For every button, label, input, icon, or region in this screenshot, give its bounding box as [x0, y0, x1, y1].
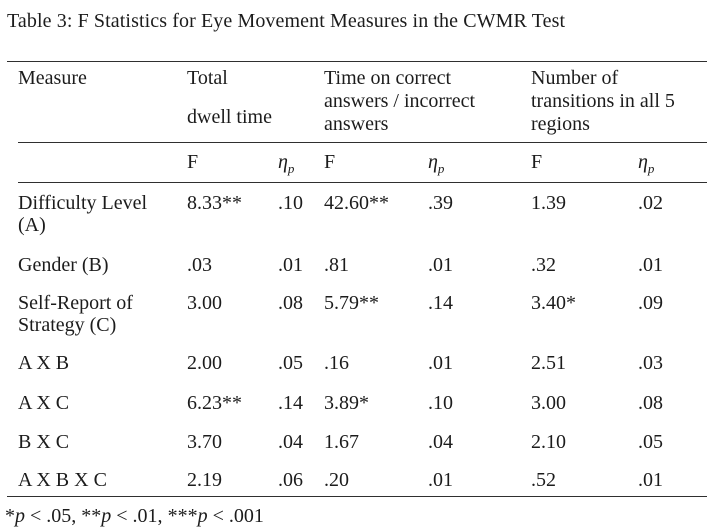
- table-row: [18, 343, 707, 383]
- cell-f: .20: [324, 469, 349, 491]
- cell-eta: .14: [278, 392, 303, 414]
- table-row: [18, 245, 707, 283]
- cell-f: 3.00: [187, 292, 222, 314]
- header-row: [18, 62, 707, 143]
- cell-f: 8.33**: [187, 192, 242, 214]
- cell-eta: .01: [638, 254, 663, 276]
- cell-f: 2.00: [187, 352, 222, 374]
- significance-note: [5, 504, 717, 528]
- cell-eta: .08: [638, 392, 663, 414]
- note-p-1: p: [15, 505, 25, 527]
- cell-measure: A X B X C: [18, 469, 107, 491]
- col-header-measure: Measure: [18, 67, 87, 89]
- note-p-2: p: [101, 505, 112, 527]
- subheader-f-1: F: [187, 151, 199, 173]
- subheader-f-2: F: [324, 151, 336, 173]
- note-rel-1: < .05,: [25, 505, 82, 527]
- table-row: [18, 383, 707, 422]
- cell-eta: .01: [428, 352, 453, 374]
- cell-eta: .01: [278, 254, 303, 276]
- cell-eta: .03: [638, 352, 663, 374]
- cell-f: 6.23**: [187, 392, 242, 414]
- subheader-eta-p-1: $\eta_p$: [278, 151, 295, 176]
- cell-eta: .09: [638, 292, 663, 314]
- cell-eta: .14: [428, 292, 453, 314]
- cell-measure: Difficulty Level (A): [18, 192, 148, 236]
- note-rel-3: < .001: [207, 505, 264, 527]
- table-row: [18, 183, 707, 245]
- cell-f: 2.51: [531, 352, 566, 374]
- cell-f: 5.79**: [324, 292, 379, 314]
- cell-f: 3.89*: [324, 392, 369, 414]
- cell-eta: .05: [278, 352, 303, 374]
- cell-f: 2.19: [187, 469, 222, 491]
- cell-eta: .08: [278, 292, 303, 314]
- cell-f: 1.67: [324, 431, 359, 453]
- note-star-1: *: [5, 505, 15, 527]
- col-header-transitions: Number of transitions in all 5 regions: [531, 67, 675, 135]
- cell-f: .03: [187, 254, 212, 276]
- cell-measure: Gender (B): [18, 254, 109, 276]
- cell-measure: A X C: [18, 392, 70, 414]
- cell-f: .32: [531, 254, 556, 276]
- cell-f: 3.00: [531, 392, 566, 414]
- note-star-3: ***: [167, 505, 198, 527]
- cell-measure: B X C: [18, 431, 70, 453]
- cell-f: 3.70: [187, 431, 222, 453]
- subheader-eta-p-2: $\eta_p$: [428, 151, 445, 176]
- col-header-total-line1: Total: [187, 67, 228, 89]
- cell-f: .16: [324, 352, 349, 374]
- subheader-row: [18, 143, 707, 183]
- cell-f: .81: [324, 254, 349, 276]
- col-header-total-dwell-time: [187, 67, 324, 129]
- subheader-f-3: F: [531, 151, 543, 173]
- note-p-3: p: [197, 505, 208, 527]
- cell-eta: .04: [278, 431, 303, 453]
- cell-eta: .05: [638, 431, 663, 453]
- cell-eta: .01: [428, 469, 453, 491]
- table-row: [18, 283, 707, 343]
- note-rel-2: < .01,: [111, 505, 168, 527]
- cell-eta: .02: [638, 192, 663, 214]
- cell-eta: .04: [428, 431, 453, 453]
- col-header-total-line2: dwell time: [187, 105, 272, 128]
- cell-eta: .10: [428, 392, 453, 414]
- cell-measure: A X B: [18, 352, 70, 374]
- cell-eta: .10: [278, 192, 303, 214]
- table-row: [18, 422, 707, 460]
- cell-eta: .39: [428, 192, 453, 214]
- cell-f: 3.40*: [531, 292, 576, 314]
- col-header-time-on-answers: Time on correct answers / incorrect answers: [324, 67, 476, 135]
- cell-f: 42.60**: [324, 192, 389, 214]
- subheader-eta-p-3: $\eta_p$: [638, 151, 655, 176]
- f-statistics-table: [7, 61, 707, 497]
- cell-eta: .06: [278, 469, 303, 491]
- cell-f: 1.39: [531, 192, 566, 214]
- note-star-2: **: [81, 505, 102, 527]
- cell-eta: .01: [638, 469, 663, 491]
- table-row: [18, 460, 707, 496]
- cell-eta: .01: [428, 254, 453, 276]
- cell-measure: Self-Report of Strategy (C): [18, 292, 133, 336]
- cell-f: 2.10: [531, 431, 566, 453]
- cell-f: .52: [531, 469, 556, 491]
- table-caption: Table 3: F Statistics for Eye Movement Measures in the CWMR Test: [7, 10, 566, 32]
